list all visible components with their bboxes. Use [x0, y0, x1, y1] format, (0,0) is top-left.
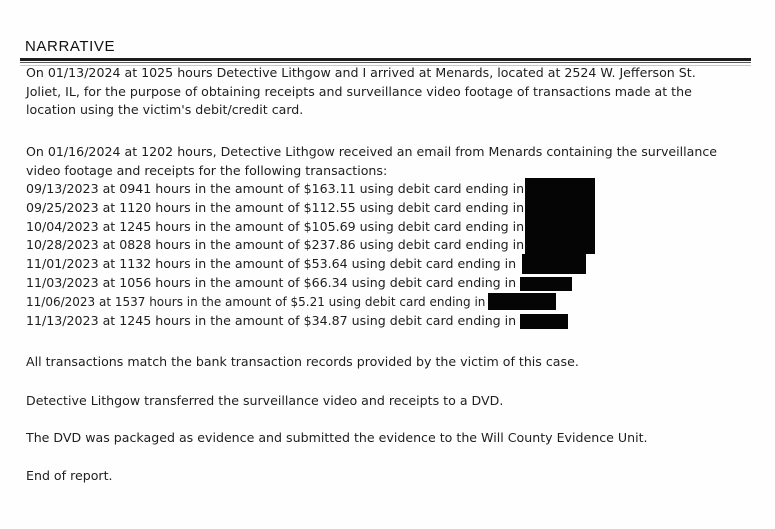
- transaction-row: [26, 312, 595, 331]
- redaction-box: [488, 293, 556, 310]
- transaction-text: 09/25/2023 at 1120 hours in the amount of $112.55 using debit card ending in: [26, 199, 525, 215]
- paragraph-arrival: [26, 64, 696, 120]
- paragraph-line: On 01/16/2024 at 1202 hours, Detective Lithgow received an email from Menards containing the surveillance: [26, 144, 718, 159]
- redaction-box: [525, 198, 595, 218]
- redaction-box: [522, 254, 586, 274]
- redaction-box: [525, 236, 595, 254]
- redaction-box: [525, 217, 595, 237]
- transaction-text: 11/03/2023 at 1056 hours in the amount of $66.34 using debit card ending in: [26, 274, 517, 290]
- transaction-text: 11/06/2023 at 1537 hours in the amount of $5.21 using debit card ending in: [26, 294, 486, 309]
- heading-rule-thick: [20, 58, 751, 61]
- transaction-text: 09/13/2023 at 0941 hours in the amount of $163.11 using debit card ending in: [26, 181, 525, 196]
- paragraph-evidence: The DVD was packaged as evidence and submitted the evidence to the Will County Evidence Unit.: [26, 430, 648, 445]
- redaction-box: [520, 314, 568, 329]
- transaction-row: [26, 236, 595, 255]
- paragraph-end: End of report.: [26, 468, 113, 483]
- transaction-text: 11/13/2023 at 1245 hours in the amount of $34.87 using debit card ending in: [26, 312, 517, 328]
- transaction-row: [26, 274, 595, 293]
- transaction-row: [26, 255, 595, 274]
- transaction-row: [26, 199, 595, 218]
- transaction-text: 11/01/2023 at 1132 hours in the amount of $53.64 using debit card ending in: [26, 256, 517, 272]
- transaction-row: [26, 180, 595, 199]
- paragraph-line: location using the victim's debit/credit card.: [26, 102, 304, 118]
- transaction-row: [26, 293, 595, 312]
- transaction-row: [26, 218, 595, 237]
- paragraph-line: On 01/13/2024 at 1025 hours Detective Lithgow and I arrived at Menards, located at 2524 W. Jefferson St.: [26, 65, 696, 80]
- paragraph-email: [26, 143, 717, 180]
- transaction-text: 10/04/2023 at 1245 hours in the amount of $105.69 using debit card ending in: [26, 218, 525, 234]
- paragraph-transfer: Detective Lithgow transferred the surveillance video and receipts to a DVD.: [26, 393, 504, 408]
- paragraph-line: video footage and receipts for the following transactions:: [26, 162, 388, 178]
- paragraph-line: Joliet, IL, for the purpose of obtaining receipts and surveillance video footage of transactions made at the: [26, 83, 692, 99]
- transaction-text: 10/28/2023 at 0828 hours in the amount of $237.86 using debit card ending in: [26, 237, 525, 253]
- redaction-box: [520, 277, 572, 291]
- transaction-list: [26, 180, 595, 330]
- redaction-box: [525, 178, 595, 200]
- section-heading: NARRATIVE: [25, 38, 116, 55]
- paragraph-match: All transactions match the bank transaction records provided by the victim of this case.: [26, 354, 579, 369]
- heading-rule-thin: [20, 62, 751, 63]
